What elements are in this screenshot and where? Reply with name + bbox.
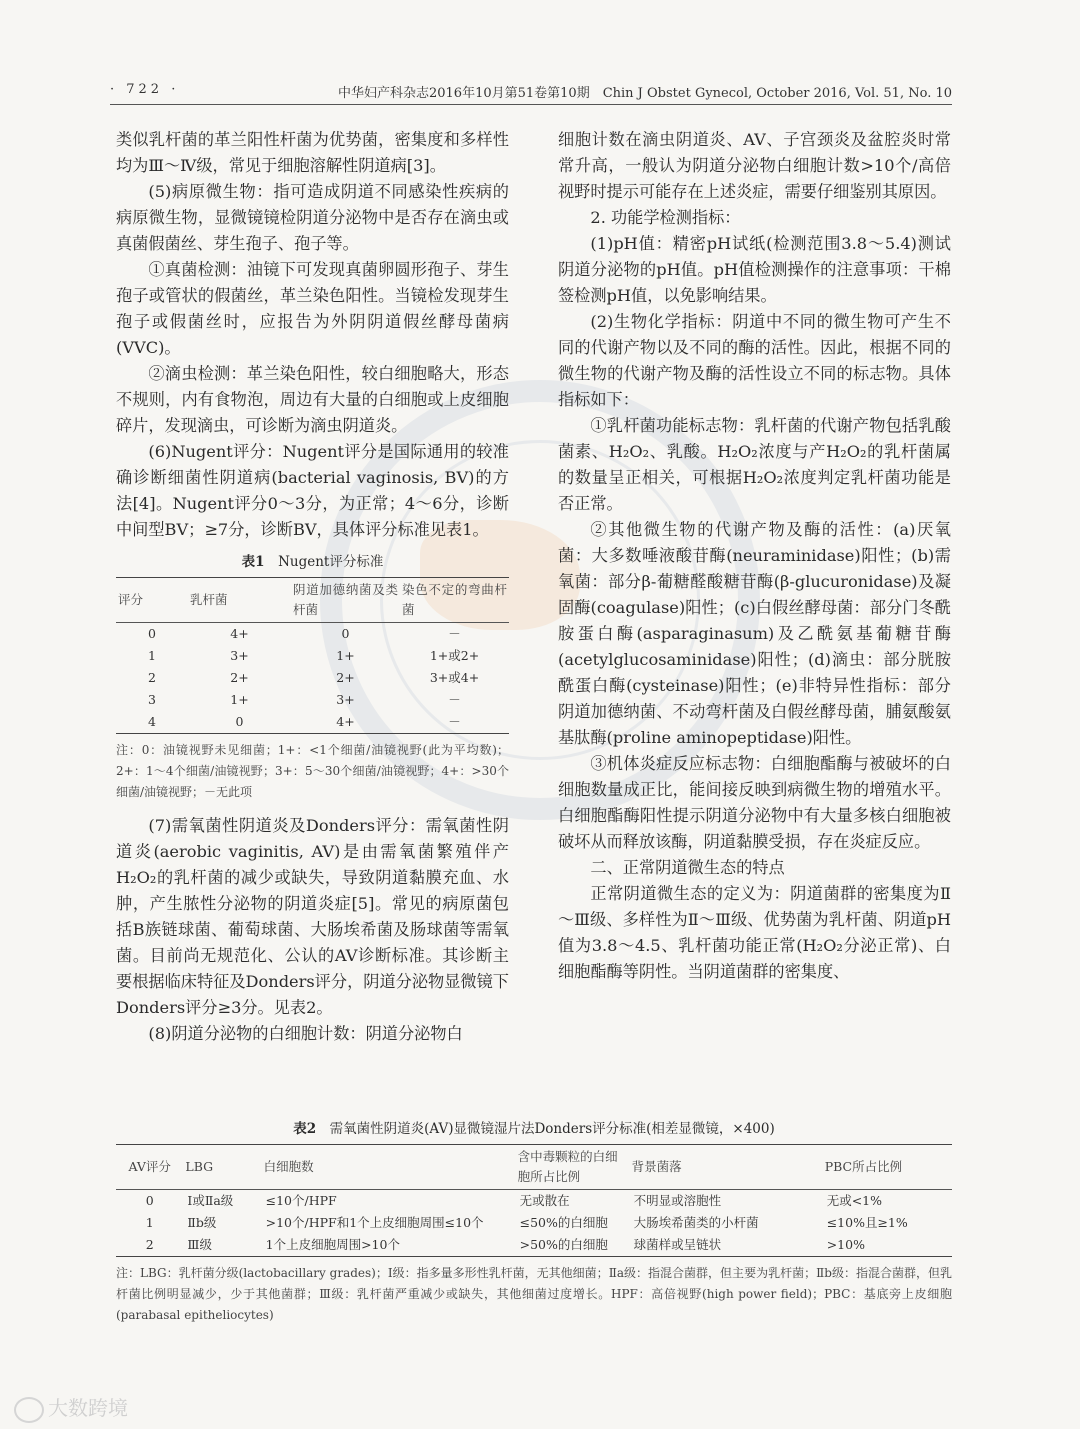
footer-logo: 大数跨境 <box>14 1392 128 1423</box>
column-header: 乳杆菌 <box>189 592 228 607</box>
table-cell: 1+ <box>230 692 249 707</box>
paragraph: 细胞计数在滴虫阴道炎、AV、子宫颈炎及盆腔炎时常常升高，一般认为阴道分泌物白细胞计数>10个/高倍视野时提示可能存在上述炎症，需要仔细鉴别其原因。 <box>558 130 951 201</box>
table-cell: 无或散在 <box>519 1193 570 1208</box>
table-cell: 3+ <box>230 648 249 663</box>
table-cell: Ⅱb级 <box>187 1215 217 1230</box>
column-header: AV评分 <box>128 1159 171 1174</box>
table-cell: Ⅰ或Ⅱa级 <box>187 1193 234 1208</box>
table1-nugent <box>116 577 509 734</box>
table2-block <box>116 1110 952 1336</box>
table-cell: >50%的白细胞 <box>519 1237 608 1252</box>
table2-note: 注：LBG：乳杆菌分级(lactobacillary grades)；Ⅰ级：指多量多形性乳杆菌，无其他细菌；Ⅱa级：指混合菌群，但主要为乳杆菌；Ⅱb级：指混合菌群，但乳杆菌比例明显减少，少于其他菌群；Ⅲ级：乳杆菌严重减少或缺失，其他细菌过度增长。HPF：高倍视野(high power field)；PBC：基底旁上皮细胞(parabasal epitheliocytes) <box>116 1266 952 1322</box>
paragraph: 类似乳杆菌的革兰阳性杆菌为优势菌，密集度和多样性均为Ⅲ～Ⅳ级，常见于细胞溶解性阴道病[3]。 <box>116 130 509 175</box>
table-cell: 2 <box>145 1237 154 1252</box>
table-cell: 2 <box>148 670 156 685</box>
table-row <box>116 623 509 646</box>
table-cell: 0 <box>341 626 350 641</box>
table-cell: － <box>448 714 461 729</box>
paragraph: ③机体炎症反应标志物：白细胞酯酶与被破坏的白细胞数量成正比，能间接反映到病微生物的增殖水平。白细胞酯酶阳性提示阴道分泌物中有大量多核白细胞被破坏从而释放该酶，阴道黏膜受损，存在炎症反应。 <box>558 754 951 851</box>
paragraph: ②其他微生物的代谢产物及酶的活性：(a)厌氧菌：大多数唾液酸苷酶(neuraminidase)阳性；(b)需氧菌：部分β-葡糖醛酸糖苷酶(β-glucuronidase)及凝固酶(coagulase)阳性；(c)白假丝酵母菌：部分门冬酰胺蛋白酶(asparaginasum)及乙酰氨基葡糖苷酶(acetylglucosaminidase)阳性；(d)滴虫：部分胱胺酰蛋白酶(cysteinase)阳性；(e)非特异性指标：部分阴道加德纳菌、不动弯杆菌及白假丝酵母菌，脯氨酸氨基肽酶(proline aminopeptidase)阳性。 <box>558 520 951 747</box>
table2-donders <box>116 1144 952 1257</box>
table-cell: Ⅲ级 <box>187 1237 212 1252</box>
table-cell: 3+ <box>336 692 355 707</box>
table-cell: 1+ <box>336 648 355 663</box>
table-cell: 3 <box>148 692 156 707</box>
column-header: LBG <box>185 1159 214 1174</box>
paragraph: ①乳杆菌功能标志物：乳杆菌的代谢产物包括乳酸菌素、H₂O₂、乳酸。H₂O₂浓度与产H₂O₂的乳杆菌属的数量呈正相关，可根据H₂O₂浓度判定乳杆菌功能是否正常。 <box>558 416 951 513</box>
paragraph: ②滴虫检测：革兰染色阳性，较白细胞略大，形态不规则，内有食物泡，周边有大量的白细胞或上皮细胞碎片，发现滴虫，可诊断为滴虫阴道炎。 <box>116 364 509 435</box>
table-cell: 1 <box>145 1215 154 1230</box>
table-cell: 1 <box>148 648 156 663</box>
column-header: PBC所占比例 <box>824 1159 903 1174</box>
paragraph: (8)阴道分泌物的白细胞计数：阴道分泌物白 <box>148 1024 463 1043</box>
paragraph: 正常阴道微生态的定义为：阴道菌群的密集度为Ⅱ～Ⅲ级、多样性为Ⅱ～Ⅲ级、优势菌为乳杆菌、阴道pH值为3.8～4.5、乳杆菌功能正常(H₂O₂分泌正常)、白细胞酯酶等阴性。当阴道菌群的密集度、 <box>558 884 951 981</box>
page-header <box>110 80 952 105</box>
column-header: 背景菌落 <box>631 1159 682 1174</box>
table-row <box>116 645 509 667</box>
chat-bubble-icon <box>14 1397 44 1423</box>
column-header: 染色不定的弯曲杆菌 <box>402 582 507 617</box>
table-cell: 2+ <box>336 670 355 685</box>
table-cell: 4+ <box>336 714 355 729</box>
paragraph: (2)生物化学指标：阴道中不同的微生物可产生不同的代谢产物以及不同的酶的活性。因此，根据不同的微生物的代谢产物及酶的活性设立不同的标志物。具体指标如下： <box>558 312 951 409</box>
column-header: 阴道加德纳菌及类杆菌 <box>293 582 398 617</box>
table-row <box>116 1212 952 1234</box>
paragraph: 二、正常阴道微生态的特点 <box>590 858 785 877</box>
table-cell: 2+ <box>230 670 249 685</box>
table-cell: 0 <box>148 626 156 641</box>
table-cell: 球菌样或呈链状 <box>633 1237 722 1252</box>
table-cell: ≤10%且≥1% <box>826 1215 908 1230</box>
table-cell: 3+或4+ <box>429 670 480 685</box>
table-cell: － <box>448 692 461 707</box>
left-column <box>116 127 509 1047</box>
column-header: 评分 <box>118 592 144 607</box>
table1-note: 注：0：油镜视野未见细菌；1+：<1个细菌/油镜视野(此为平均数)；2+：1～4个细菌/油镜视野；3+：5～30个细菌/油镜视野；4+：>30个细菌/油镜视野；－无此项 <box>116 743 509 799</box>
table-row <box>116 1190 952 1213</box>
journal-citation: 中华妇产科杂志2016年10月第51卷第10期 Chin J Obstet Gynecol, October 2016, Vol. 51, No. 10 <box>337 86 952 101</box>
table-cell: >10个/HPF和1个上皮细胞周围≤10个 <box>265 1215 484 1230</box>
table2-caption: 表2 需氧菌性阴道炎(AV)显微镜湿片法Donders评分标准(相差显微镜，×400) <box>293 1121 775 1137</box>
paragraph: ①真菌检测：油镜下可发现真菌卵圆形孢子、芽生孢子或管状的假菌丝，革兰染色阳性。当镜检发现芽生孢子或假菌丝时，应报告为外阴阴道假丝酵母菌病(VVC)。 <box>116 260 509 357</box>
paragraph: (1)pH值：精密pH试纸(检测范围3.8～5.4)测试阴道分泌物的pH值。pH值检测操作的注意事项：干棉签检测pH值，以免影响结果。 <box>558 234 951 305</box>
table-cell: 4 <box>148 714 156 729</box>
table-row <box>116 1234 952 1257</box>
table-cell: >10% <box>826 1237 865 1252</box>
table-cell: ≤10个/HPF <box>265 1193 337 1208</box>
paragraph: (5)病原微生物：指可造成阴道不同感染性疾病的病原微生物，显微镜镜检阴道分泌物中是否存在滴虫或真菌假菌丝、芽生孢子、孢子等。 <box>116 182 509 253</box>
table-cell: － <box>448 626 461 641</box>
table-cell: 0 <box>145 1193 154 1208</box>
table-cell: 大肠埃希菌类的小杆菌 <box>633 1215 759 1230</box>
table-cell: 4+ <box>230 626 249 641</box>
table-row <box>116 689 509 711</box>
table-cell: 0 <box>235 714 244 729</box>
table1-caption: 表1 Nugent评分标准 <box>241 554 384 570</box>
table-row <box>116 667 509 689</box>
table-cell: 1个上皮细胞周围>10个 <box>265 1237 400 1252</box>
table-cell: ≤50%的白细胞 <box>519 1215 608 1230</box>
right-column <box>558 127 951 985</box>
table-cell: 无或<1% <box>826 1193 883 1208</box>
paragraph: (7)需氧菌性阴道炎及Donders评分：需氧菌性阴道炎(aerobic vaginitis, AV)是由需氧菌繁殖伴产H₂O₂的乳杆菌的减少或缺失，导致阴道黏膜充血、水肿，产生脓性分泌物的阴道炎症[5]。常见的病原菌包括B族链球菌、葡萄球菌、大肠埃希菌及肠球菌等需氧菌。目前尚无规范化、公认的AV诊断标准。其诊断主要根据临床特征及Donders评分，阴道分泌物显微镜下Donders评分≥3分。见表2。 <box>116 816 509 1017</box>
table-cell: 不明显或溶胞性 <box>633 1193 722 1208</box>
column-header: 白细胞数 <box>263 1159 314 1174</box>
column-header: 含中毒颗粒的白细胞所占比例 <box>517 1149 618 1184</box>
table-row <box>116 711 509 734</box>
paragraph: (6)Nugent评分：Nugent评分是国际通用的较准确诊断细菌性阴道病(bacterial vaginosis, BV)的方法[4]。Nugent评分0～3分，为正常；4～6分，诊断中间型BV；≥7分，诊断BV，具体评分标准见表1。 <box>116 442 509 539</box>
page-number: · 722 · <box>110 82 180 97</box>
paragraph: 2. 功能学检测指标： <box>590 208 741 227</box>
table-cell: 1+或2+ <box>429 648 480 663</box>
